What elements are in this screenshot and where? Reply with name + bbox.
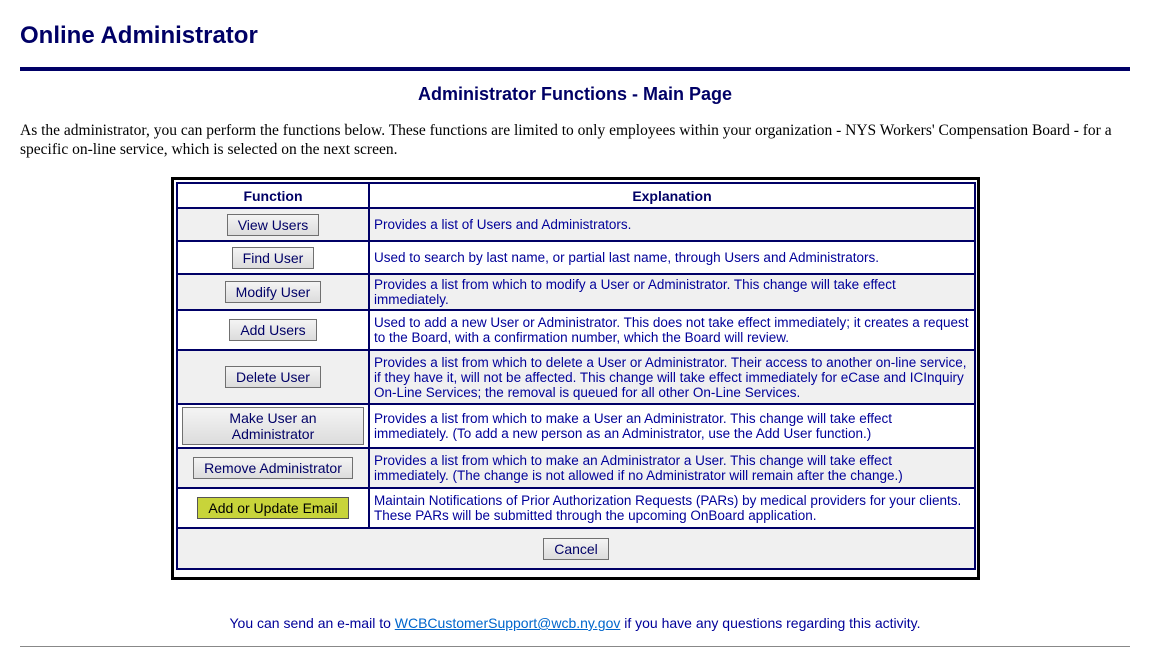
table-row [177,448,975,488]
table-row [177,208,975,241]
intro-text: As the administrator, you can perform the functions below. These functions are limited to only employees within your organization - NYS Workers' Compensation Board - for a specific on-line service, which is selected on the next screen. [20,122,1112,158]
support-email-link[interactable]: WCBCustomerSupport@wcb.ny.gov [394,615,621,631]
find-user-button[interactable]: Find User [232,247,315,269]
remove-administrator-button[interactable]: Remove Administrator [193,457,353,479]
add-users-button[interactable]: Add Users [229,319,316,341]
explanation-text: Used to add a new User or Administrator. This does not take effect immediately; it creates a request to the Board, with a confirmation number, which the Board will review. [369,310,975,350]
explanation-text: Provides a list from which to make a User an Administrator. This change will take effect immediately. (To add a new person as an Administrator, use the Add User function.) [369,404,975,448]
page-title: Administrator Functions - Main Page [417,84,733,104]
table-row [177,310,975,350]
table-row [177,488,975,528]
view-users-button[interactable]: View Users [227,214,320,236]
app-title: Online Administrator [20,22,258,49]
explanation-text: Provides a list from which to modify a User or Administrator. This change will take effect immediately. [369,274,975,310]
make-user-administrator-button[interactable]: Make User an Administrator [182,407,364,445]
table-row [177,241,975,274]
explanation-text: Provides a list of Users and Administrators. [369,208,975,241]
explanation-text: Used to search by last name, or partial last name, through Users and Administrators. [369,241,975,274]
footer-divider [20,646,1130,647]
header-divider [20,67,1130,71]
cancel-row [177,528,975,569]
table-row [177,274,975,310]
delete-user-button[interactable]: Delete User [225,366,321,388]
table-header-row [177,183,975,208]
add-or-update-email-button[interactable]: Add or Update Email [197,497,348,519]
functions-table [176,182,976,570]
table-row [177,350,975,404]
footer-text [0,615,1150,631]
table-row [177,404,975,448]
cancel-button[interactable]: Cancel [543,538,609,560]
explanation-text: Maintain Notifications of Prior Authorization Requests (PARs) by medical providers for your clients. These PARs will be submitted through the upcoming OnBoard application. [369,488,975,528]
explanation-text: Provides a list from which to make an Administrator a User. This change will take effect immediately. (The change is not allowed if no Administrator will remain after the change.) [369,448,975,488]
modify-user-button[interactable]: Modify User [225,281,322,303]
column-header-function: Function [177,183,369,208]
footer-before: You can send an e-mail to [229,615,395,631]
functions-panel [171,177,980,580]
column-header-explanation: Explanation [369,183,975,208]
footer-after: if you have any questions regarding this activity. [620,615,921,631]
explanation-text: Provides a list from which to delete a User or Administrator. Their access to another on-line service, if they have it, will not be affected. This change will take effect immediately for eCase and ICInquiry On-Line Services; the removal is queued for all other On-Line Services. [369,350,975,404]
